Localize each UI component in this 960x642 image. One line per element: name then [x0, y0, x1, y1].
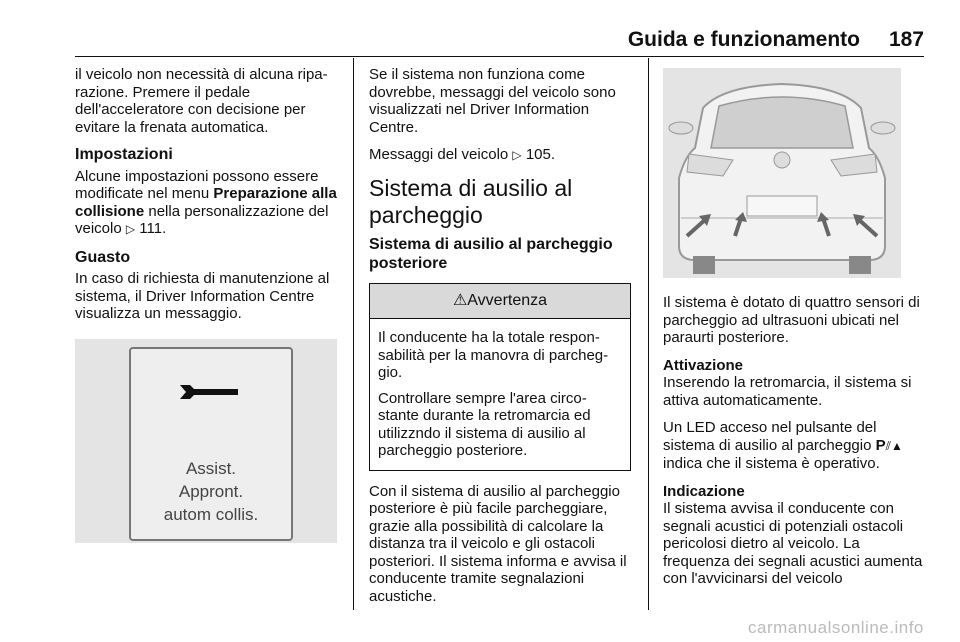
led-text: Un LED acceso nel pulsante del sistema di ausilio al parcheggio P⫽▲ indica che il sistema è operativo.: [663, 419, 903, 472]
impostazioni-text: Alcune impostazioni possono essere modificate nel menu Preparazione alla collisione nella personalizzazione del veicolo ▷ 111.: [75, 167, 337, 237]
menu-name: Preparazione alla collisione: [75, 185, 337, 220]
page-ref-icon: ▷: [512, 148, 522, 162]
header-rule: [75, 56, 924, 57]
page-ref-icon: ▷: [125, 222, 136, 236]
messages-text: Messaggi del veicolo ▷ 105.: [369, 146, 556, 163]
car-rear-image: [663, 68, 901, 278]
wrench-icon: [176, 371, 246, 411]
warning-title: Avvertenza: [467, 291, 548, 309]
column-separator: [353, 58, 354, 610]
column-middle: [369, 66, 631, 615]
warning-box: [369, 283, 631, 471]
column-right: [663, 66, 927, 598]
dic-screen: [129, 347, 293, 541]
parking-sensor-icon: ⫽▲: [885, 438, 903, 453]
dic-figure: [75, 339, 337, 543]
attivazione-heading: Attivazione: [663, 356, 744, 374]
impostazioni-heading: Impostazioni: [75, 146, 173, 163]
guasto-text: In caso di richiesta di manutenzione al sistema, il Driver Information Centre visualizza un messaggio.: [75, 270, 330, 322]
warning-body: [370, 319, 630, 470]
indicazione-heading: Indicazione: [663, 482, 745, 500]
column-left: [75, 66, 341, 543]
page-ref[interactable]: 105: [525, 146, 551, 163]
attivazione-text: Inserendo la retromarcia, il sistema si attiva automaticamente.: [663, 374, 912, 409]
sensors-text: Il sistema è dotato di quattro sensori di parcheggio ad ultrasuoni ubicati nel paraurti posteriore.: [663, 294, 920, 346]
warning-paragraph: Controllare sempre l'area circo-stante durante la retromarcia ed utilizzndo il sistema di ausilio al parcheggio posteriore.: [378, 389, 591, 459]
header-title: Guida e funzionamento: [627, 28, 860, 51]
subsection-title: Sistema di ausilio al parcheggio posteriore: [369, 235, 613, 272]
continued-paragraph: il veicolo non necessità di alcuna ripa-razione. Premere il pedale dell'acceleratore con decisione per evitare la frenata automatica.: [75, 66, 328, 136]
column-separator: [648, 58, 649, 610]
watermark: carmanualsonline.info: [748, 618, 924, 637]
dic-line-3: autom collis.: [163, 504, 259, 524]
parking-assist-symbol: P: [875, 436, 886, 454]
car-rear-figure: [663, 68, 901, 278]
dic-line-2: Appront.: [178, 481, 244, 501]
indicazione-text: Il sistema avvisa il conducente con segnali acustici di potenziali ostacoli pericolosi dietro al veicolo. La frequenza dei segnali acustici aumenta con l'avvicinarsi del veicolo: [663, 500, 923, 587]
page-ref[interactable]: 111: [139, 220, 163, 237]
dic-line-1: Assist.: [185, 458, 237, 478]
parking-assist-text: Con il sistema di ausilio al parcheggio posteriore è più facile parcheggiare, grazie alla possibilità di calcolare la distanza tra il veicolo e gli ostacoli posteriori. Il sistema informa e avvisa il conducente tramite segnalazioni acustiche.: [369, 482, 627, 605]
intro-text: Se il sistema non funziona come dovrebbe, messaggi del veicolo sono visualizzati nel Driver Information Centre.: [369, 66, 616, 136]
warning-icon: ⚠: [452, 291, 468, 309]
guasto-heading: Guasto: [75, 248, 131, 266]
page-number: 187: [888, 28, 924, 51]
warning-header: [370, 284, 630, 320]
section-title: Sistema di ausilio al parcheggio: [369, 174, 573, 228]
warning-paragraph: Il conducente ha la totale respon-sabilità per la manovra di parcheg-gio.: [378, 329, 609, 381]
